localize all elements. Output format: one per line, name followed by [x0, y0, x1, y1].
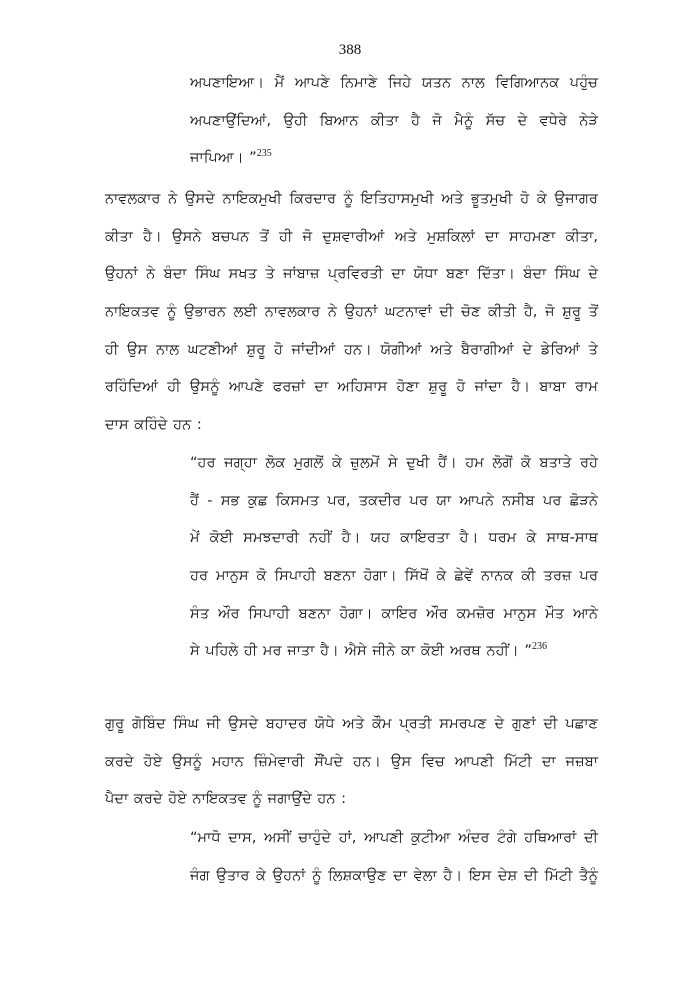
block-quote-2 — [190, 444, 598, 670]
paragraph-2 — [105, 705, 598, 818]
quote-line: ਹੈਂ - ਸਭ ਕੁਛ ਕਿਸਮਤ ਪਰ, ਤਕਦੀਰ ਪਰ ਯਾ ਆਪਨੇ ਨਸੀਬ ਪਰ ਛੋੜਨੇ — [190, 491, 598, 509]
footnote-marker: 235 — [256, 148, 272, 160]
quote-line: ਹਰ ਮਾਨੁਸ ਕੋ ਸਿਪਾਹੀ ਬਣਨਾ ਹੋਗਾ। ਸਿੱਖੋਂ ਕੇ ਛੇਵੇਂ ਨਾਨਕ ਕੀ ਤਰਜ਼ ਪਰ — [190, 567, 598, 585]
footnote-marker: 236 — [531, 641, 547, 653]
quote-line-last — [190, 139, 598, 177]
quote-line: ਸੰਤ ਔਰ ਸਿਪਾਹੀ ਬਣਨਾ ਹੋਗਾ। ਕਾਇਰ ਔਰ ਕਮਜ਼ੋਰ ਮਾਨੁਸ ਮੌਤ ਆਨੇ — [190, 604, 598, 622]
paragraph-1 — [105, 180, 598, 444]
paragraph-line: ਉਹਨਾਂ ਨੇ ਬੰਦਾ ਸਿੰਘ ਸਖਤ ਤੇ ਜਾਂਬਾਜ਼ ਪ੍ਰਵਿਰਤੀ ਦਾ ਯੋਧਾ ਬਣਾ ਦਿੱਤਾ। ਬੰਦਾ ਸਿੰਘ ਦੇ — [105, 265, 598, 283]
page-number: 388 — [338, 42, 362, 58]
quote-line: ਅਪਣਾਇਆ। ਮੈਂ ਆਪਣੇ ਨਿਮਾਣੇ ਜਿਹੇ ਯਤਨ ਨਾਲ ਵਿਗਿਆਨਕ ਪਹੁੰਚ — [190, 74, 598, 91]
quote-line: ਮੇਂ ਕੋਈ ਸਮਝਦਾਰੀ ਨਹੀਂ ਹੈ। ਯਹ ਕਾਇਰਤਾ ਹੈ। ਧਰਮ ਕੇ ਸਾਥ-ਸਾਥ — [190, 529, 598, 547]
quote-line: ਜੰਗ ਉਤਾਰ ਕੇ ਉਹਨਾਂ ਨੂੰ ਲਿਸ਼ਕਾਉਣ ਦਾ ਵੇਲਾ ਹੈ। ਇਸ ਦੇਸ਼ ਦੀ ਮਿੱਟੀ ਤੈਨੂੰ — [190, 866, 598, 884]
block-quote-1 — [190, 64, 598, 177]
paragraph-line: ਰਹਿੰਦਿਆਂ ਹੀ ਉਸਨੂੰ ਆਪਣੇ ਫਰਜ਼ਾਂ ਦਾ ਅਹਿਸਾਸ ਹੋਣਾ ਸ਼ੁਰੂ ਹੋ ਜਾਂਦਾ ਹੈ। ਬਾਬਾ ਰਾਮ — [105, 378, 598, 396]
paragraph-line: ਨਾਵਲਕਾਰ ਨੇ ਉਸਦੇ ਨਾਇਕਮੁਖੀ ਕਿਰਦਾਰ ਨੂੰ ਇਤਿਹਾਸਮੁਖੀ ਅਤੇ ਭੂਤਮੁਖੀ ਹੋ ਕੇ ਉਜਾਗਰ — [105, 190, 598, 207]
quote-line: “ਮਾਧੋ ਦਾਸ, ਅਸੀਂ ਚਾਹੁੰਦੇ ਹਾਂ, ਆਪਣੀ ਕੁਟੀਆ ਅੰਦਰ ਟੰਗੇ ਹਥਿਆਰਾਂ ਦੀ — [190, 829, 598, 846]
paragraph-line: ਹੀ ਉਸ ਨਾਲ ਘਟਣੀਆਂ ਸ਼ੁਰੂ ਹੋ ਜਾਂਦੀਆਂ ਹਨ। ਯੋਗੀਆਂ ਅਤੇ ਬੈਰਾਗੀਆਂ ਦੇ ਡੇਰਿਆਂ ਤੇ — [105, 340, 598, 358]
paragraph-line-last: ਪੈਦਾ ਕਰਦੇ ਹੋਏ ਨਾਇਕਤਵ ਨੂੰ ਜਗਾਉਂਦੇ ਹਨ : — [105, 790, 347, 808]
quote-line: ਅਪਣਾਉਂਦਿਆਂ, ਉਹੀ ਬਿਆਨ ਕੀਤਾ ਹੈ ਜੋ ਮੈਨੂੰ ਸੱਚ ਦੇ ਵਧੇਰੇ ਨੇੜੇ — [190, 111, 598, 129]
paragraph-line: ਕਰਦੇ ਹੋਏ ਉਸਨੂੰ ਮਹਾਨ ਜ਼ਿੰਮੇਵਾਰੀ ਸੌਂਪਦੇ ਹਨ। ਉਸ ਵਿਚ ਆਪਣੀ ਮਿੱਟੀ ਦਾ ਜਜ਼ਬਾ — [105, 752, 598, 770]
block-quote-3 — [190, 819, 598, 894]
paragraph-line: ਗੁਰੂ ਗੋਬਿੰਦ ਸਿੰਘ ਜੀ ਉਸਦੇ ਬਹਾਦਰ ਯੋਧੇ ਅਤੇ ਕੌਮ ਪ੍ਰਤੀ ਸਮਰਪਣ ਦੇ ਗੁਣਾਂ ਦੀ ਪਛਾਣ — [105, 715, 598, 732]
paragraph-line: ਕੀਤਾ ਹੈ। ਉਸਨੇ ਬਚਪਨ ਤੋਂ ਹੀ ਜੋ ਦੁਸ਼ਵਾਰੀਆਂ ਅਤੇ ਮੁਸ਼ਕਿਲਾਂ ਦਾ ਸਾਹਮਣਾ ਕੀਤਾ, — [105, 227, 598, 245]
quote-line-text: ਜਾਪਿਆ। ” — [190, 149, 257, 167]
quote-line: “ਹਰ ਜਗ੍ਹਾ ਲੋਕ ਮੁਗਲੋਂ ਕੇ ਜ਼ੁਲਮੋਂ ਸੇ ਦੁਖੀ ਹੈਂ। ਹਮ ਲੋਗੋਂ ਕੋ ਬਤਾਤੇ ਰਹੇ — [190, 454, 598, 471]
quote-line-last — [190, 632, 598, 670]
paragraph-line-last: ਦਾਸ ਕਹਿੰਦੇ ਹਨ : — [105, 416, 202, 434]
quote-line-text: ਸੇ ਪਹਿਲੇ ਹੀ ਮਰ ਜਾਤਾ ਹੈ। ਐਸੇ ਜੀਨੇ ਕਾ ਕੋਈ ਅਰਥ ਨਹੀਂ। ” — [190, 642, 532, 660]
paragraph-line: ਨਾਇਕਤਵ ਨੂੰ ਉਭਾਰਨ ਲਈ ਨਾਵਲਕਾਰ ਨੇ ਉਹਨਾਂ ਘਟਨਾਵਾਂ ਦੀ ਚੋਣ ਕੀਤੀ ਹੈ, ਜੋ ਸ਼ੁਰੂ ਤੋਂ — [105, 303, 598, 321]
